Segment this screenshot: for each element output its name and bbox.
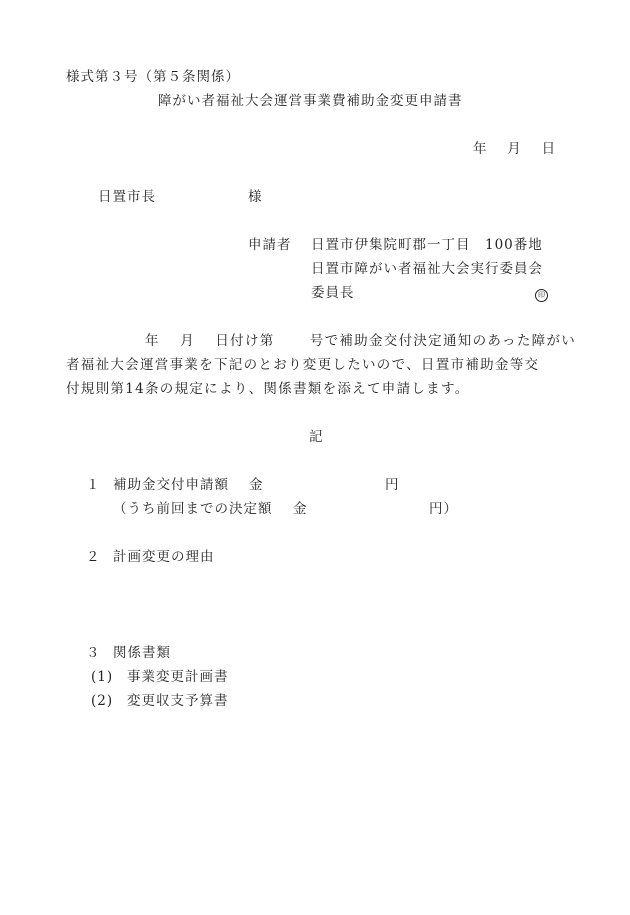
- form-number: 様式第３号（第５条関係）: [66, 69, 240, 85]
- addressee-name: 日置市長: [98, 189, 156, 205]
- item1-label: 補助金交付申請額: [113, 477, 229, 493]
- addressee-honorific: 様: [248, 189, 263, 205]
- item3-number: ３: [86, 645, 101, 661]
- item2-number: ２: [86, 549, 101, 565]
- seal-mark: [535, 287, 548, 302]
- item1-sub-label: （うち前回までの決定額: [113, 501, 273, 517]
- ki-heading: 記: [309, 429, 324, 445]
- date-line: 年 月 日: [473, 141, 557, 157]
- doc-2-label: 変更収支予算書: [127, 693, 229, 709]
- applicant-address: 日置市伊集院町郡一丁目 100番地: [311, 237, 543, 253]
- applicant-title: 委員長: [311, 285, 355, 301]
- doc-1-label: 事業変更計画書: [127, 669, 229, 685]
- item1-currency: 金: [249, 477, 264, 493]
- body-line-1: 年 月 日付け第 号で補助金交付決定通知のあった障がい: [145, 333, 577, 349]
- item1-sub-unit: 円）: [429, 501, 458, 517]
- doc-2-number: (2): [91, 693, 114, 709]
- item2-label: 計画変更の理由: [113, 549, 215, 565]
- doc-1-number: (1): [91, 669, 114, 685]
- applicant-label: 申請者: [248, 237, 292, 253]
- body-line-2: 者福祉大会運営事業を下記のとおり変更したいので、日置市補助金等交: [66, 357, 540, 373]
- document-title: 障がい者福祉大会運営事業費補助金変更申請書: [158, 93, 463, 109]
- applicant-organization: 日置市障がい者福祉大会実行委員会: [311, 261, 543, 277]
- seal-icon: 印: [535, 289, 548, 302]
- item1-number: １: [86, 477, 101, 493]
- body-line-3: 付規則第14条の規定により、関係書類を添えて申請します。: [66, 381, 470, 397]
- item1-sub-currency: 金: [293, 501, 308, 517]
- item1-unit: 円: [385, 477, 400, 493]
- item3-label: 関係書類: [113, 645, 171, 661]
